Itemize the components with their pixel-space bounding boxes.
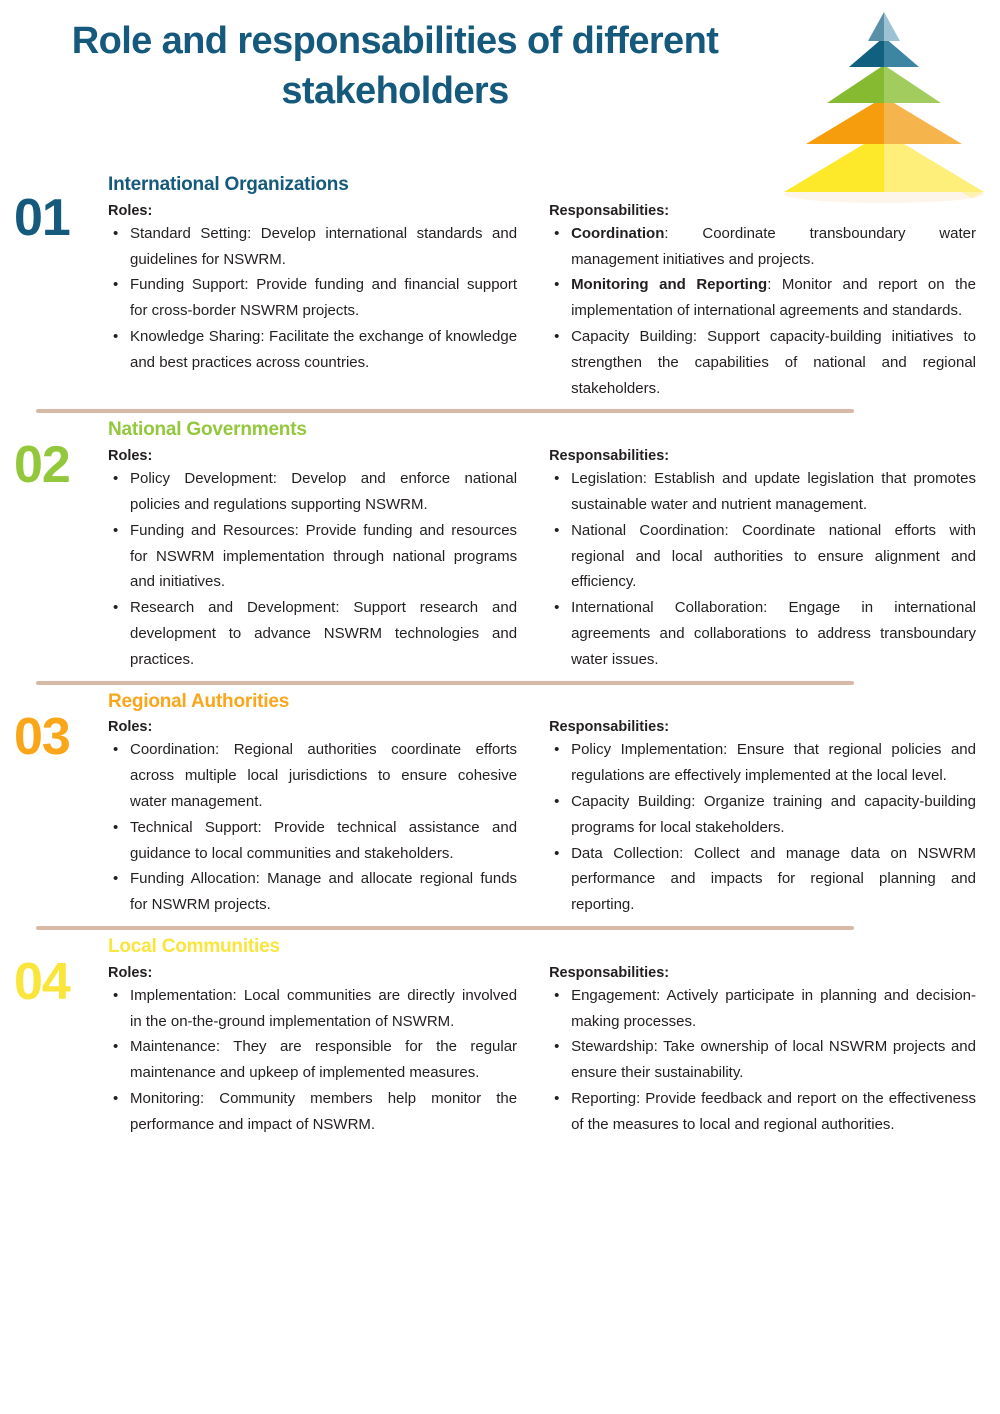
list-item [571,324,976,401]
section-01 [0,170,1000,401]
section-heading: Regional Authorities [108,690,290,712]
page-header [0,0,1000,170]
section-number: 03 [14,707,70,766]
list-item-text: Policy Implementation: Ensure that regional policies and regulations are effectively implemented at the local level. [571,741,976,785]
responsabilities-column [549,719,976,918]
list-item [571,221,976,273]
section-divider [36,681,854,685]
list-item [571,518,976,595]
section-number: 04 [14,952,70,1011]
list-item [130,983,517,1035]
section-number: 01 [14,189,70,247]
pyramid-tier-3 [827,65,941,103]
list-item-text: Capacity Building: Organize training and capacity-building programs for local stakeholders. [571,792,976,836]
roles-list [108,466,517,672]
pyramid-tier-5 [868,12,900,41]
list-item-lead: Coordination [571,224,665,242]
responsabilities-label: Responsabilities: [549,964,670,981]
list-item [130,466,517,518]
responsabilities-list [549,737,976,918]
list-item-text: Reporting: Provide feedback and report on the effectiveness of the measures to local and regional authorities. [571,1089,976,1133]
roles-list [108,737,517,918]
responsabilities-list [549,221,976,402]
list-item [130,815,517,867]
list-item-text: Stewardship: Take ownership of local NSWRM projects and ensure their sustainability. [571,1038,976,1082]
page-title: Role and responsabilities of different stakeholders [71,20,719,113]
list-item-text: Coordination: Regional authorities coordinate efforts across multiple local jurisdictions to ensure cohesive water management. [130,741,518,810]
list-item [130,737,517,814]
responsabilities-label: Responsabilities: [549,202,670,219]
list-item [130,272,517,324]
roles-list [108,983,517,1138]
section-columns [108,719,976,918]
list-item-text: Data Collection: Collect and manage data on NSWRM performance and impacts for regional planning and reporting. [571,844,976,914]
list-item-text: Policy Development: Develop and enforce national policies and regulations supporting NSWRM. [130,470,518,513]
list-item [571,466,976,518]
section-columns [108,965,976,1138]
section-divider [36,409,854,413]
roles-label: Roles: [108,448,153,465]
responsabilities-label: Responsabilities: [549,448,670,465]
list-item-lead: Monitoring and Reporting [571,276,768,294]
stakeholder-sections [0,170,1000,1138]
responsabilities-list [549,466,976,672]
roles-column [108,719,517,918]
roles-list [108,221,517,376]
list-item [571,272,976,324]
list-item [571,737,976,789]
list-item [130,324,517,376]
section-04 [0,926,1000,1138]
list-item [571,841,976,918]
list-item [571,789,976,841]
responsabilities-column [549,448,976,672]
list-item [130,1034,517,1086]
roles-column [108,965,517,1138]
list-item-text: Technical Support: Provide technical assistance and guidance to local communities and stakeholders. [130,818,518,862]
list-item [571,1034,976,1086]
roles-column [108,448,517,672]
list-item-text: : Monitor and report on the implementation of international agreements and standards. [571,276,976,320]
list-item-text: Funding Support: Provide funding and financial support for cross-border NSWRM projects. [130,276,518,320]
list-item-text: Implementation: Local communities are directly involved in the on-the-ground implementation of NSWRM. [130,986,518,1030]
section-columns [108,203,976,402]
responsabilities-label: Responsabilities: [549,719,670,736]
section-number: 02 [14,436,70,495]
roles-label: Roles: [108,719,153,736]
pyramid-tier-4 [849,37,919,67]
responsabilities-list [549,983,976,1138]
section-heading: International Organizations [108,174,349,195]
list-item-text: International Collaboration: Engage in international agreements and collaborations to address transboundary water issues. [571,599,976,668]
roles-column [108,203,517,402]
list-item-text: Monitoring: Community members help monitor the performance and impact of NSWRM. [130,1089,518,1133]
list-item-text: Knowledge Sharing: Facilitate the exchange of knowledge and best practices across countries. [130,327,518,371]
list-item-text: Research and Development: Support research and development to advance NSWRM technologies and practices. [130,599,518,668]
list-item [571,1086,976,1138]
section-02 [0,409,1000,672]
pyramid-tier-2 [806,97,962,144]
list-item-text: National Coordination: Coordinate national efforts with regional and local authorities to ensure alignment and efficiency. [571,521,976,591]
section-divider [36,926,854,930]
list-item-text: Maintenance: They are responsible for the regular maintenance and upkeep of implemented measures. [130,1038,518,1082]
list-item [130,518,517,595]
responsabilities-column [549,203,976,402]
list-item-text: : Coordinate transboundary water management initiatives and projects. [571,224,976,268]
list-item-text: Standard Setting: Develop international standards and guidelines for NSWRM. [130,224,518,268]
responsabilities-column [549,965,976,1138]
list-item-text: Funding and Resources: Provide funding and resources for NSWRM implementation through national programs and initiatives. [130,521,518,591]
list-item [571,983,976,1035]
list-item-text: Legislation: Establish and update legislation that promotes sustainable water and nutrient management. [571,470,976,513]
list-item-text: Engagement: Actively participate in planning and decision-making processes. [571,986,976,1030]
section-heading: National Governments [108,419,307,441]
list-item [130,221,517,273]
section-columns [108,448,976,672]
list-item-text: Capacity Building: Support capacity-building initiatives to strengthen the capabilities of national and regional stakeholders. [571,327,976,397]
list-item [130,595,517,672]
section-heading: Local Communities [108,935,280,957]
list-item [130,1086,517,1138]
section-03 [0,681,1000,918]
list-item [130,866,517,918]
list-item [571,595,976,672]
roles-label: Roles: [108,964,153,981]
list-item-text: Funding Allocation: Manage and allocate regional funds for NSWRM projects. [130,870,518,914]
roles-label: Roles: [108,202,153,219]
